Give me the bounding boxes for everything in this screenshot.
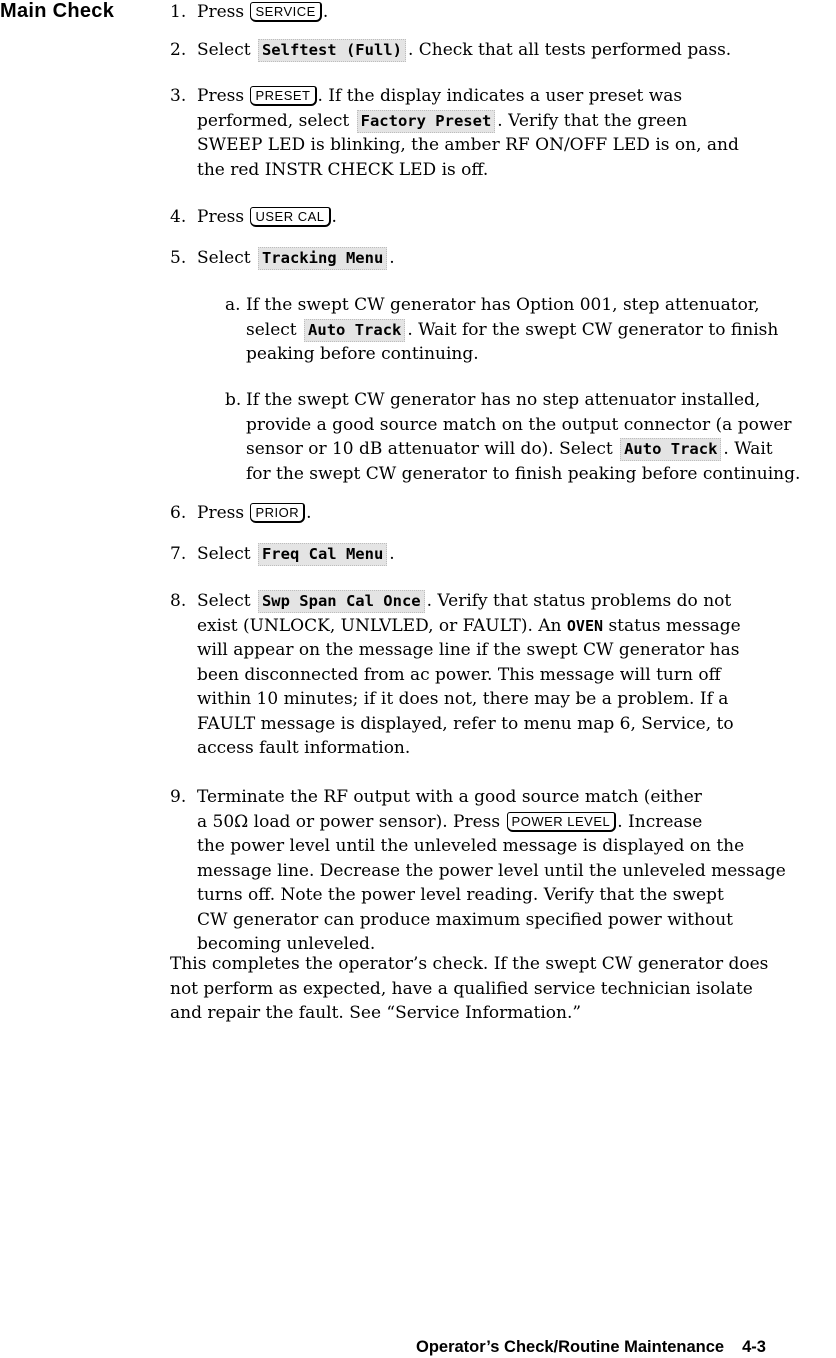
step-text: Select	[197, 248, 251, 268]
step-number: 6.	[170, 503, 187, 523]
step-text: exist (UNLOCK, UNLVLED, or FAULT). An	[197, 615, 562, 636]
step-number: 2.	[170, 40, 187, 60]
step-text: .	[322, 2, 329, 22]
step-text: . Wait for the swept CW generator to finish	[407, 319, 779, 340]
preset-key[interactable]: PRESET	[250, 86, 316, 106]
user-cal-key[interactable]: USER CAL	[250, 207, 330, 227]
step-text: . Wait	[723, 439, 773, 459]
step-3	[170, 84, 739, 182]
step-text: a 50Ω load or power sensor). Press	[197, 811, 501, 832]
step-text: the power level until the unleveled message is displayed on the	[197, 836, 745, 856]
step-9	[170, 785, 786, 957]
substep-a	[225, 293, 778, 367]
step-text: sensor or 10 dB attenuator will do). Select	[246, 439, 613, 459]
auto-track-softkey[interactable]: Auto Track	[620, 438, 721, 461]
swp-span-cal-once-softkey[interactable]: Swp Span Cal Once	[258, 590, 425, 613]
step-text: Press	[197, 207, 245, 227]
paragraph-line: not perform as expected, have a qualified service technician isolate	[170, 978, 753, 999]
prior-key[interactable]: PRIOR	[250, 503, 305, 523]
step-text: becoming unleveled.	[197, 934, 376, 954]
step-number: 5.	[170, 248, 187, 268]
step-text: select	[246, 319, 297, 340]
step-text: message line. Decrease the power level until the unleveled message	[197, 860, 786, 881]
step-text: . Check that all tests performed pass.	[407, 40, 732, 60]
step-text: Press	[197, 503, 245, 523]
step-number: 7.	[170, 544, 187, 564]
step-text: SWEEP LED is blinking, the amber RF ON/OFF LED is on, and	[197, 135, 739, 155]
step-text: . Verify that status problems do not	[426, 591, 732, 611]
paragraph-line: This completes the operator’s check. If the swept CW generator does	[170, 954, 769, 974]
step-text: If the swept CW generator has no step attenuator installed,	[246, 390, 761, 410]
step-4	[170, 205, 337, 230]
step-text: been disconnected from ac power. This message will turn off	[197, 664, 721, 685]
power-level-key[interactable]: POWER LEVEL	[507, 812, 617, 832]
page-number: 4-3	[742, 1338, 766, 1356]
step-text: If the swept CW generator has Option 001, step attenuator,	[246, 295, 760, 315]
step-8	[170, 589, 741, 761]
step-text: .	[331, 207, 337, 227]
step-text: performed, select	[197, 110, 350, 131]
step-2	[170, 38, 731, 63]
step-number: 3.	[170, 86, 187, 106]
step-text: will appear on the message line if the swept CW generator has	[197, 640, 740, 660]
section-heading: Main Check	[0, 0, 115, 22]
step-text: within 10 minutes; if it does not, there may be a problem. If a	[197, 689, 729, 709]
service-key[interactable]: SERVICE	[250, 2, 321, 22]
step-6	[170, 501, 312, 526]
step-text: Press	[197, 86, 245, 106]
step-text: Press	[197, 2, 245, 22]
step-text: .	[306, 503, 312, 523]
step-text: status message	[608, 615, 741, 636]
step-text: . If the display indicates a user preset was	[317, 86, 683, 106]
footer-title: Operator’s Check/Routine Maintenance	[416, 1338, 725, 1356]
step-number: 8.	[170, 591, 187, 611]
closing-paragraph	[170, 952, 768, 1026]
factory-preset-softkey[interactable]: Factory Preset	[357, 110, 496, 133]
paragraph-line: and repair the fault. See “Service Information.”	[170, 1003, 582, 1023]
substep-b	[225, 388, 800, 486]
step-1	[170, 0, 328, 25]
step-text: . Verify that the green	[497, 110, 688, 131]
freq-cal-menu-softkey[interactable]: Freq Cal Menu	[258, 543, 387, 566]
step-text: FAULT message is displayed, refer to menu map 6, Service, to	[197, 713, 734, 734]
step-text: turns off. Note the power level reading. Verify that the swept	[197, 885, 724, 905]
step-text: .	[389, 248, 395, 268]
step-5	[170, 246, 395, 271]
step-number: 1.	[170, 2, 187, 22]
oven-status-message: OVEN	[566, 616, 604, 635]
step-text: the red INSTR CHECK LED is off.	[197, 159, 489, 180]
step-text: . Increase	[617, 811, 703, 832]
step-text: Select	[197, 591, 251, 611]
page-footer	[416, 1338, 766, 1357]
step-text: CW generator can produce maximum specified power without	[197, 909, 733, 930]
step-text: Select	[197, 544, 251, 564]
step-text: Select	[197, 40, 251, 60]
step-text: .	[389, 544, 395, 564]
step-number: 4.	[170, 207, 187, 227]
auto-track-softkey[interactable]: Auto Track	[304, 319, 405, 342]
step-text: provide a good source match on the output connector (a power	[246, 414, 792, 435]
step-text: for the swept CW generator to finish peaking before continuing.	[246, 463, 801, 484]
substep-letter: a.	[225, 295, 241, 315]
step-text: peaking before continuing.	[246, 344, 479, 364]
selftest-full-softkey[interactable]: Selftest (Full)	[258, 39, 406, 62]
step-text: access fault information.	[197, 738, 411, 758]
tracking-menu-softkey[interactable]: Tracking Menu	[258, 247, 387, 270]
step-text: Terminate the RF output with a good source match (either	[197, 787, 702, 807]
substep-letter: b.	[225, 390, 242, 410]
step-number: 9.	[170, 787, 187, 807]
step-7	[170, 542, 395, 567]
